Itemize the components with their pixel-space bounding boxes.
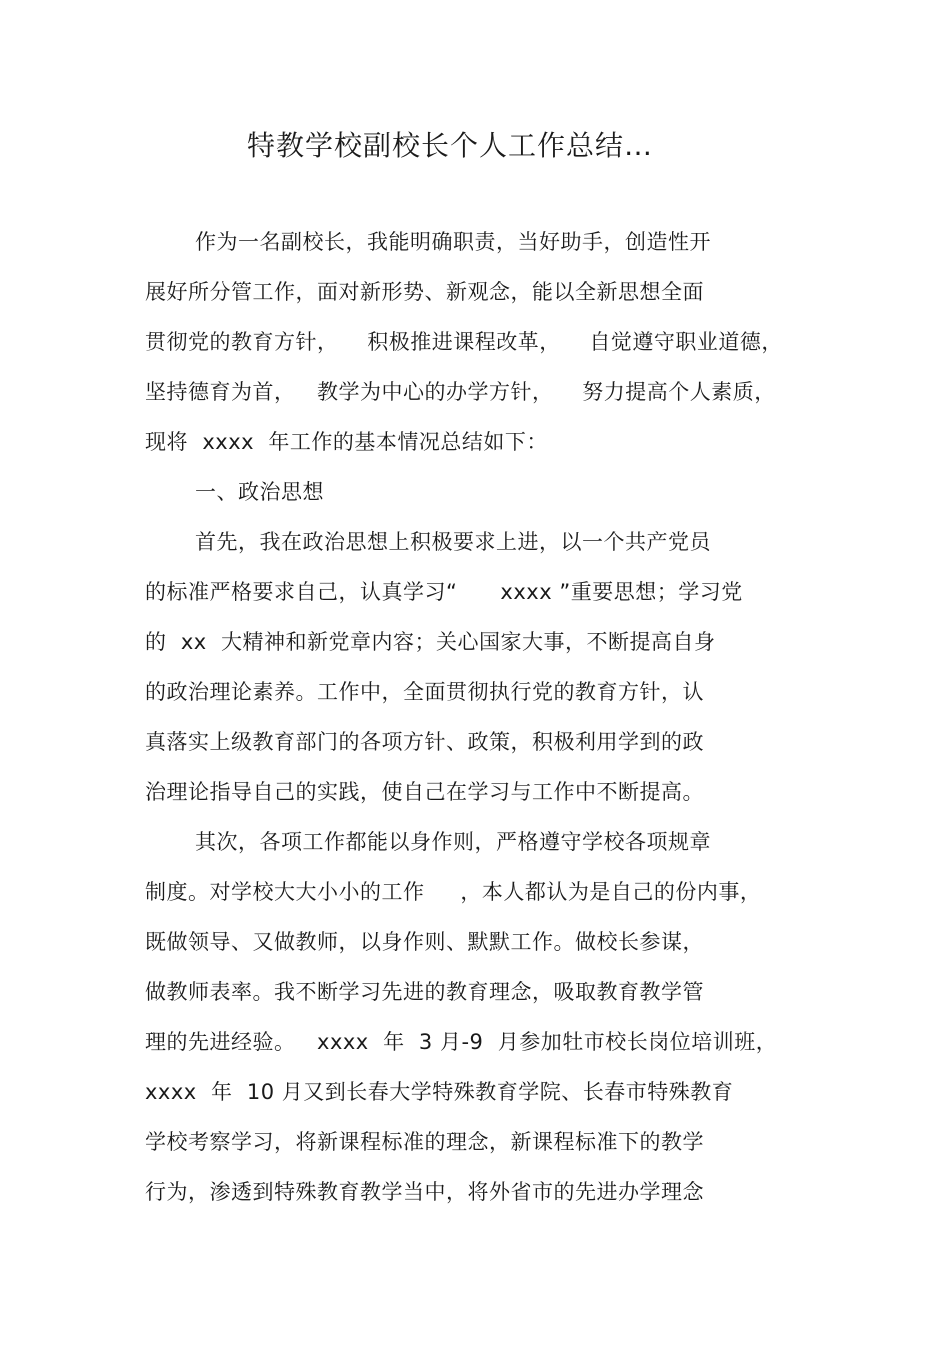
paragraph-line: 坚持德育为首， 教学为中心的办学方针， 努力提高个人素质，	[145, 380, 776, 404]
paragraph-line: 治理论指导自己的实践，使自己在学习与工作中不断提高。	[145, 780, 704, 804]
paragraph-line: 的政治理论素养。工作中，全面贯彻执行党的教育方针，认	[145, 680, 704, 704]
paragraph-line: 学校考察学习，将新课程标准的理念，新课程标准下的教学	[145, 1130, 704, 1154]
paragraph-line: 首先，我在政治思想上积极要求上进，以一个共产党员	[195, 530, 711, 554]
document-title: 特教学校副校长个人工作总结…	[246, 129, 653, 162]
paragraph-line: 其次，各项工作都能以身作则，严格遵守学校各项规章	[195, 830, 711, 854]
paragraph-line: 做教师表率。我不断学习先进的教育理念，吸取教育教学管	[145, 980, 704, 1004]
paragraph-line: 的 xx 大精神和新党章内容；关心国家大事，不断提高自身	[145, 630, 716, 654]
paragraph-line: 真落实上级教育部门的各项方针、政策，积极利用学到的政	[145, 730, 704, 754]
paragraph-line: 的标准严格要求自己，认真学习“ xxxx ”重要思想；学习党	[145, 580, 743, 604]
section-heading: 一、政治思想	[195, 480, 324, 504]
paragraph-line: 既做领导、又做教师，以身作则、默默工作。做校长参谋，	[145, 930, 704, 954]
paragraph-line: 理的先进经验。 xxxx 年 3 月-9 月参加牡市校长岗位培训班，	[145, 1030, 778, 1054]
paragraph-line: 展好所分管工作，面对新形势、新观念，能以全新思想全面	[145, 280, 704, 304]
paragraph-line: 贯彻党的教育方针， 积极推进课程改革， 自觉遵守职业道德，	[145, 330, 783, 354]
paragraph-line: 制度。对学校大大小小的工作 ，本人都认为是自己的份内事，	[145, 880, 762, 904]
paragraph-line: 行为，渗透到特殊教育教学当中，将外省市的先进办学理念	[145, 1180, 704, 1204]
paragraph-line: 作为一名副校长，我能明确职责，当好助手，创造性开	[195, 230, 711, 254]
paragraph-line: xxxx 年 10 月又到长春大学特殊教育学院、长春市特殊教育	[145, 1080, 734, 1104]
paragraph-line: 现将 xxxx 年工作的基本情况总结如下：	[145, 430, 548, 454]
